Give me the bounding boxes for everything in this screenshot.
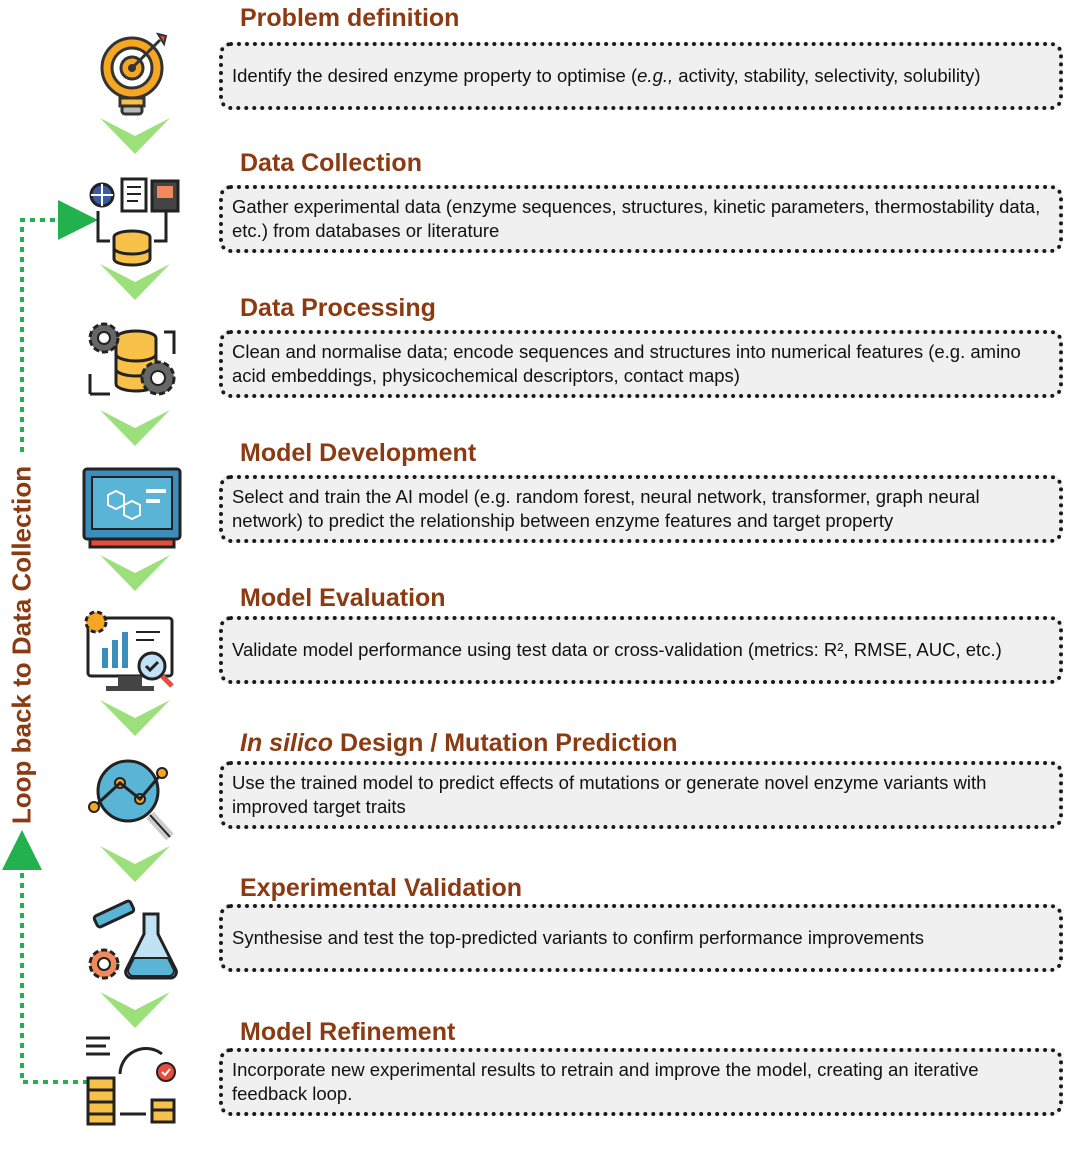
magnifier-network-icon	[80, 753, 184, 849]
step-description: Select and train the AI model (e.g. random forest, neural network, transformer, graph neural network) to predict the relationship between enzyme features and target property	[219, 475, 1063, 543]
refinement-cycle-icon	[80, 1030, 184, 1126]
step-title: Model Development	[240, 439, 477, 467]
step-description: Validate model performance using test data or cross-validation (metrics: R², RMSE, AUC, etc.)	[219, 616, 1063, 684]
monitor-molecule-icon	[80, 465, 184, 561]
step-in-silico-design	[0, 725, 1080, 865]
step-model-refinement	[0, 1014, 1080, 1154]
step-title: Data Processing	[240, 294, 436, 322]
step-title: Problem definition	[240, 4, 460, 32]
step-description: Use the trained model to predict effects of mutations or generate novel enzyme variants with improved target traits	[219, 761, 1063, 829]
step-title: Model Refinement	[240, 1018, 456, 1046]
step-title: In silico Design / Mutation Prediction	[240, 729, 678, 757]
loop-back-label: Loop back to Data Collection	[6, 465, 37, 825]
step-description: Gather experimental data (enzyme sequences, structures, kinetic parameters, thermostability data, etc.) from databases or literature	[219, 185, 1063, 253]
step-title: Model Evaluation	[240, 584, 446, 612]
step-title: Experimental Validation	[240, 874, 523, 902]
step-model-evaluation	[0, 580, 1080, 720]
step-title: Data Collection	[240, 149, 422, 177]
analytics-monitor-icon	[80, 608, 184, 704]
step-experimental-validation	[0, 870, 1080, 1010]
step-data-processing	[0, 290, 1080, 430]
step-description: Incorporate new experimental results to retrain and improve the model, creating an iterative feedback loop.	[219, 1048, 1063, 1116]
lab-flask-icon	[80, 894, 184, 990]
step-description: Clean and normalise data; encode sequences and structures into numerical features (e.g. amino acid embeddings, physicochemical descriptors, contact maps)	[219, 330, 1063, 398]
step-model-development	[0, 435, 1080, 575]
data-gathering-icon	[80, 175, 184, 271]
step-description: Synthesise and test the top-predicted variants to confirm performance improvements	[219, 904, 1063, 972]
lightbulb-target-icon	[80, 28, 184, 124]
step-description: Identify the desired enzyme property to optimise (e.g., activity, stability, selectivity, solubility)	[219, 42, 1063, 110]
gears-database-icon	[80, 314, 184, 410]
